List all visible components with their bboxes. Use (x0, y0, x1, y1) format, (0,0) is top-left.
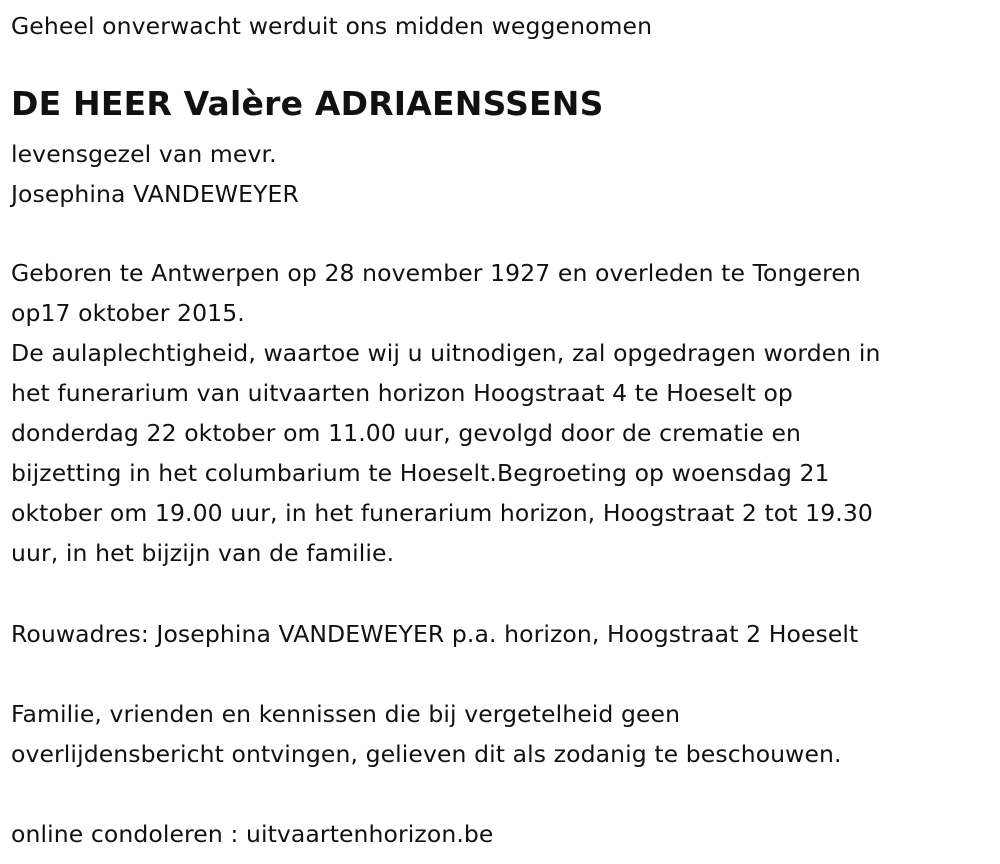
body-line: De aulaplechtigheid, waartoe wij u uitnodigen, zal opgedragen worden in (11, 339, 881, 367)
body-line: donderdag 22 oktober om 11.00 uur, gevolgd door de crematie en (11, 419, 802, 447)
family-notice (11, 694, 842, 774)
body-line: oktober om 19.00 uur, in het funerarium horizon, Hoogstraat 2 tot 19.30 (11, 499, 873, 527)
notice-line: Familie, vrienden en kennissen die bij vergetelheid geen (11, 700, 681, 728)
intro-text: Geheel onverwacht werduit ons midden weggenomen (11, 12, 653, 40)
online-condolence-text: online condoleren : uitvaartenhorizon.be (11, 820, 494, 848)
body-line: het funerarium van uitvaarten horizon Hoogstraat 4 te Hoeselt op (11, 379, 793, 407)
body-line: uur, in het bijzijn van de familie. (11, 539, 395, 567)
partner-relation: levensgezel van mevr. (11, 140, 277, 168)
deceased-name: DE HEER Valère ADRIAENSSENS (11, 84, 604, 123)
body-line: op17 oktober 2015. (11, 299, 245, 327)
body-line: Geboren te Antwerpen op 28 november 1927 en overleden te Tongeren (11, 259, 861, 287)
notice-line: overlijdensbericht ontvingen, gelieven dit als zodanig te beschouwen. (11, 740, 842, 768)
partner-section (11, 134, 299, 214)
funeral-details (11, 253, 880, 573)
partner-name: Josephina VANDEWEYER (11, 180, 299, 208)
body-line: bijzetting in het columbarium te Hoeselt.Begroeting op woensdag 21 (11, 459, 830, 487)
mourning-address: Rouwadres: Josephina VANDEWEYER p.a. horizon, Hoogstraat 2 Hoeselt (11, 620, 859, 648)
